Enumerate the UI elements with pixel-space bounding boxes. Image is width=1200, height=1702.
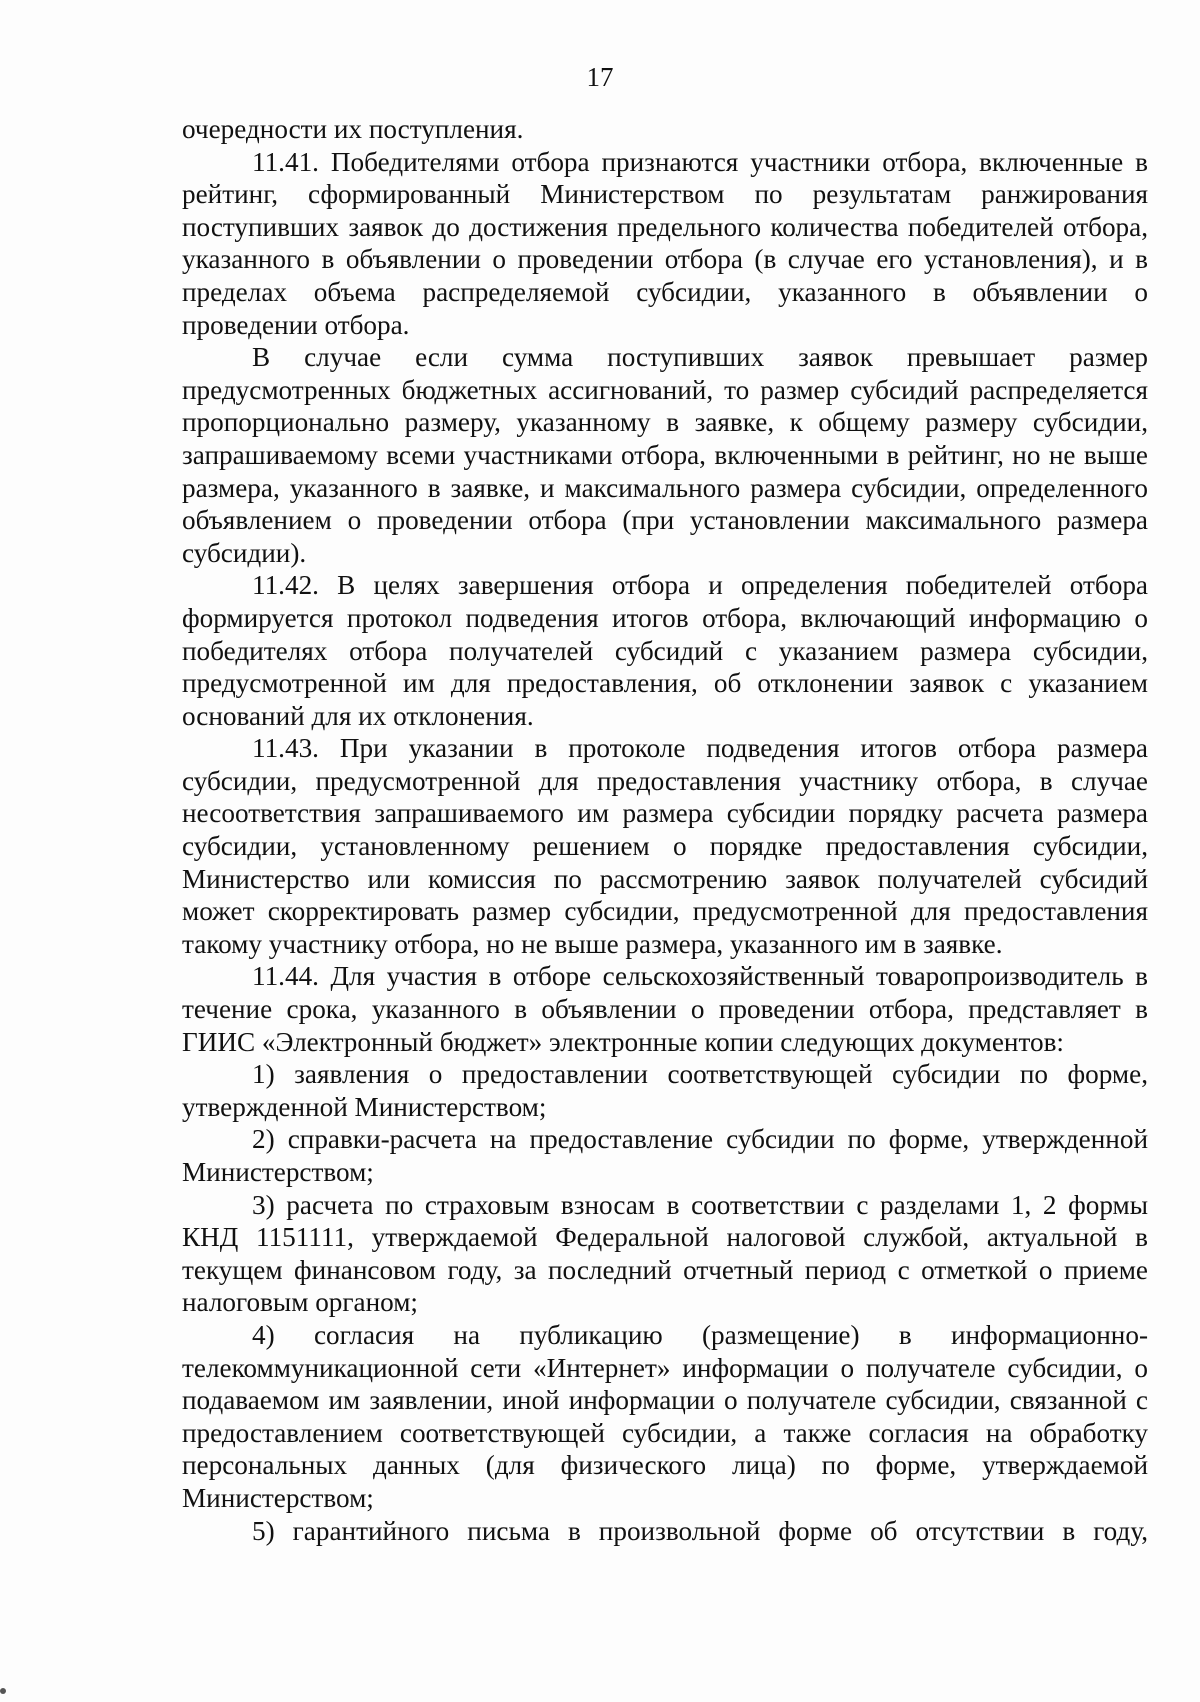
page-number: 17 xyxy=(586,62,614,92)
list-item-3: 3) расчета по страховым взносам в соответствии с разделами 1, 2 формы КНД 1151111, утверждаемой Федеральной налоговой службой, актуальной в текущем финансовом году, за последний отчетный период с отметкой о приеме налоговым органом; xyxy=(182,1189,1148,1318)
paragraph-continuation: очередности их поступления. xyxy=(182,114,524,144)
list-item-1: 1) заявления о предоставлении соответствующей субсидии по форме, утвержденной Министерством; xyxy=(182,1059,1148,1122)
paragraph-11-43: 11.43. При указании в протоколе подведения итогов отбора размера субсидии, предусмотренной для предоставления участнику отбора, в случае несоответствия запрашиваемого им размера субсидии порядку расчета размера субсидии, установленному решением о порядке предоставления субсидии, Министерство или комиссия по рассмотрению заявок получателей субсидий может скорректировать размер субсидии, предусмотренной для предоставления такому участнику отбора, но не выше размера, указанного им в заявке. xyxy=(182,733,1148,959)
scan-mark xyxy=(0,1688,6,1694)
paragraph-11-41: 11.41. Победителями отбора признаются участники отбора, включенные в рейтинг, сформированный Министерством по результатам ранжирования поступивших заявок до достижения предельного количества победителей отбора, указанного в объявлении о проведении отбора (в случае его установления), и в пределах объема распределяемой субсидии, указанного в объявлении о проведении отбора. xyxy=(182,146,1148,340)
document-body xyxy=(182,113,1148,1547)
list-item-5: 5) гарантийного письма в произвольной форме об отсутствии в году, xyxy=(252,1515,1148,1546)
paragraph-11-42: 11.42. В целях завершения отбора и определения победителей отбора формируется протокол подведения итогов отбора, включающий информацию о победителях отбора получателей субсидий с указанием размера субсидии, предусмотренной им для предоставления, об отклонении заявок с указанием оснований для их отклонения. xyxy=(182,570,1148,731)
list-item-4: 4) согласия на публикацию (размещение) в информационно-телекоммуникационной сети «Интернет» информации о получателе субсидии, о подаваемом им заявлении, иной информации о получателе субсидии, связанной с предоставлением соответствующей субсидии, а также согласия на обработку персональных данных (для физического лица) по форме, утверждаемой Министерством; xyxy=(182,1319,1148,1513)
list-item-2: 2) справки-расчета на предоставление субсидии по форме, утвержденной Министерством; xyxy=(182,1124,1148,1187)
paragraph-11-44: 11.44. Для участия в отборе сельскохозяйственный товаропроизводитель в течение срока, указанного в объявлении о проведении отбора, представляет в ГИИС «Электронный бюджет» электронные копии следующих документов: xyxy=(182,961,1148,1057)
paragraph-subsidy-distribution: В случае если сумма поступивших заявок превышает размер предусмотренных бюджетных ассигнований, то размер субсидий распределяется пропорционально размеру, указанному в заявке, к общему размеру субсидии, запрашиваемому всеми участниками отбора, включенными в рейтинг, но не выше размера, указанного в заявке, и максимального размера субсидии, определенного объявлением о проведении отбора (при установлении максимального размера субсидии). xyxy=(182,342,1148,568)
